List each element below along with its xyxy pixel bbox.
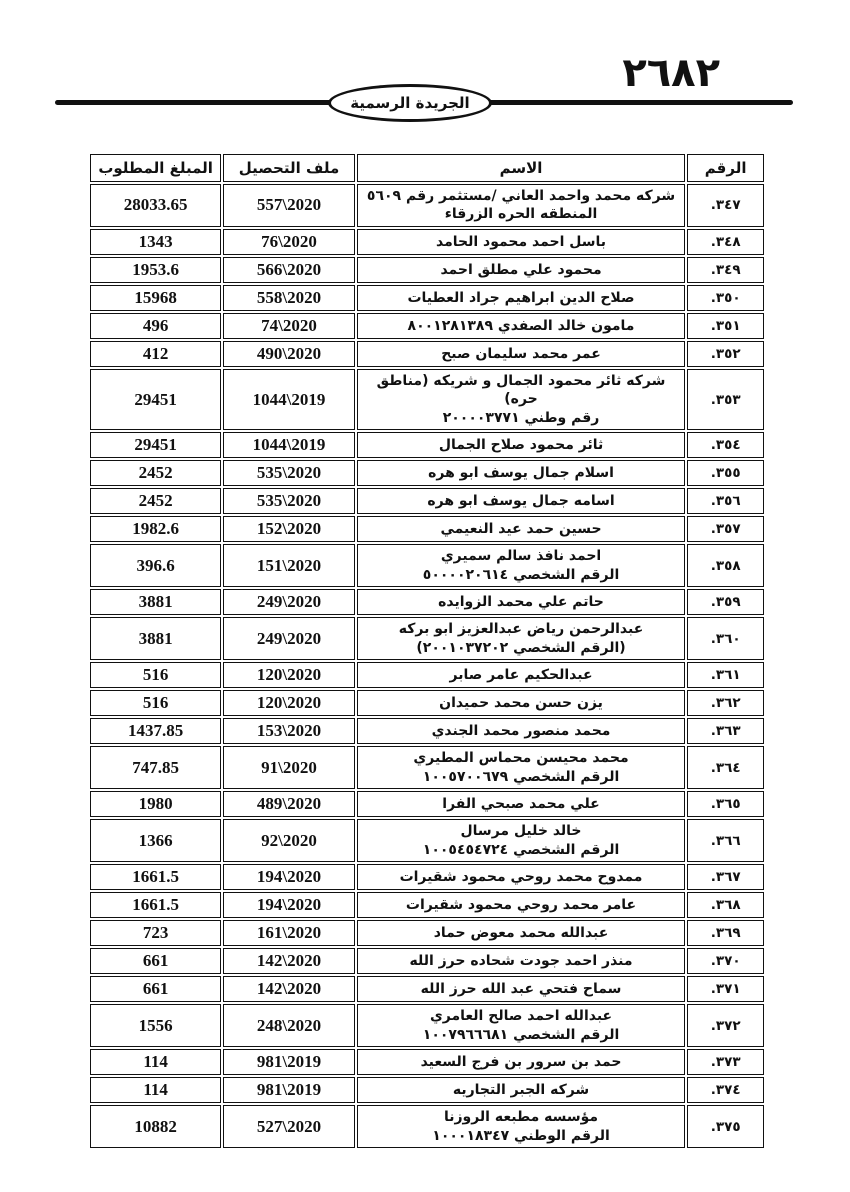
debtor-name-cell (357, 257, 686, 283)
amount-due-cell: 114 (90, 1049, 221, 1075)
collection-file-cell: 248\2020 (223, 1004, 355, 1047)
amount-due-cell: 28033.65 (90, 184, 221, 227)
row-number-cell: ٣٥٢. (687, 341, 764, 367)
amount-due-cell: 1343 (90, 229, 221, 255)
row-number-cell: ٣٦٧. (687, 864, 764, 890)
collection-file-cell: 489\2020 (223, 791, 355, 817)
collection-file-cell: 566\2020 (223, 257, 355, 283)
row-number-cell: ٣٧٢. (687, 1004, 764, 1047)
row-number-cell: ٣٦٩. (687, 920, 764, 946)
debtor-name-cell (357, 690, 686, 716)
collection-file-cell: 194\2020 (223, 892, 355, 918)
table-row (90, 617, 764, 660)
col-header-amount-due: المبلغ المطلوب (90, 154, 221, 182)
row-number-cell: ٣٥٦. (687, 488, 764, 514)
table-row (90, 589, 764, 615)
debtor-name-cell (357, 1105, 686, 1148)
row-number-cell: ٣٤٧. (687, 184, 764, 227)
row-number-cell: ٣٧١. (687, 976, 764, 1002)
row-number-cell: ٣٦٣. (687, 718, 764, 744)
collection-file-cell: 76\2020 (223, 229, 355, 255)
amount-due-cell: 2452 (90, 488, 221, 514)
debtor-name: باسل احمد محمود الحامد (436, 233, 607, 250)
table-row (90, 488, 764, 514)
debtor-id-number: رقم وطني ٢٠٠٠٠٣٧٧١ (442, 409, 600, 426)
debtor-name: عامر محمد روحي محمود شقيرات (405, 896, 637, 913)
collection-file-cell: 535\2020 (223, 488, 355, 514)
debtor-name: علي محمد صبحي الفرا (442, 795, 600, 812)
amount-due-cell: 10882 (90, 1105, 221, 1148)
table-row (90, 516, 764, 542)
table-row (90, 313, 764, 339)
row-number-cell: ٣٤٩. (687, 257, 764, 283)
collection-file-cell: 142\2020 (223, 976, 355, 1002)
debtor-id-number: الرقم الشخصي ١٠٠٥٤٥٤٧٢٤ (422, 841, 620, 858)
collection-file-cell: 91\2020 (223, 746, 355, 789)
table-row (90, 460, 764, 486)
collection-file-cell: 152\2020 (223, 516, 355, 542)
debtor-name-cell (357, 920, 686, 946)
debtor-name-cell (357, 1049, 686, 1075)
row-number-cell: ٣٧٤. (687, 1077, 764, 1103)
debtor-name-cell (357, 516, 686, 542)
debtor-name-cell (357, 948, 686, 974)
row-number-cell: ٣٦٢. (687, 690, 764, 716)
debtor-name: شركه ثائر محمود الجمال و شريكه (مناطق حره) (376, 372, 666, 408)
debtor-name-cell (357, 1004, 686, 1047)
debtor-name: عمر محمد سليمان صبح (441, 345, 601, 362)
debtor-name-cell (357, 617, 686, 660)
debtor-id-number: الرقم الشخصي ١٠٠٥٧٠٠٦٧٩ (422, 768, 620, 785)
table-row (90, 432, 764, 458)
debtor-name: محمد منصور محمد الجندي (431, 722, 611, 739)
table-row (90, 690, 764, 716)
col-header-collection-file: ملف التحصيل (223, 154, 355, 182)
debtor-name-cell (357, 229, 686, 255)
amount-due-cell: 29451 (90, 369, 221, 430)
debtor-name-cell (357, 589, 686, 615)
collection-file-cell: 120\2020 (223, 690, 355, 716)
debtor-name: عبدالله احمد صالح العامري (429, 1008, 613, 1025)
collection-file-cell: 194\2020 (223, 864, 355, 890)
debtor-name-cell (357, 746, 686, 789)
table-row (90, 1077, 764, 1103)
gazette-name: الجريدة الرسمية (350, 94, 470, 112)
collection-file-cell: 1044\2019 (223, 432, 355, 458)
amount-due-cell: 396.6 (90, 544, 221, 587)
debtor-name-cell (357, 432, 686, 458)
debtor-name: محمود علي مطلق احمد (440, 261, 602, 278)
amount-due-cell: 1980 (90, 791, 221, 817)
debtor-name-cell (357, 341, 686, 367)
row-number-cell: ٣٥٨. (687, 544, 764, 587)
amount-due-cell: 1366 (90, 819, 221, 862)
amount-due-cell: 747.85 (90, 746, 221, 789)
table-row (90, 662, 764, 688)
table-row (90, 257, 764, 283)
table-row (90, 1004, 764, 1047)
page-number: ٢٦٨٢ (622, 50, 720, 96)
collection-file-cell: 249\2020 (223, 589, 355, 615)
amount-due-cell: 1982.6 (90, 516, 221, 542)
table-row (90, 341, 764, 367)
amount-due-cell: 1437.85 (90, 718, 221, 744)
collection-file-cell: 557\2020 (223, 184, 355, 227)
debtor-name: حسين حمد عيد النعيمي (440, 521, 602, 538)
debtor-name: شركه الجبر التجاريه (452, 1081, 590, 1098)
debtor-name-cell (357, 662, 686, 688)
row-number-cell: ٣٥٧. (687, 516, 764, 542)
collection-file-cell: 74\2020 (223, 313, 355, 339)
table-row (90, 184, 764, 227)
row-number-cell: ٣٥٠. (687, 285, 764, 311)
col-header-name: الاسم (357, 154, 686, 182)
collection-file-cell: 490\2020 (223, 341, 355, 367)
debtor-name: شركه محمد واحمد العاني /مستثمر رقم ٥٦٠٩ المنطقه الحره الزرقاء (366, 188, 676, 223)
debtor-name-cell (357, 1077, 686, 1103)
collection-file-cell: 92\2020 (223, 819, 355, 862)
debtor-name: مامون خالد الصفدي ٨٠٠١٢٨١٣٨٩ (407, 317, 635, 334)
amount-due-cell: 3881 (90, 617, 221, 660)
amount-due-cell: 2452 (90, 460, 221, 486)
amount-due-cell: 412 (90, 341, 221, 367)
amount-due-cell: 723 (90, 920, 221, 946)
collection-file-cell: 981\2019 (223, 1049, 355, 1075)
debtor-name: يزن حسن محمد حميدان (439, 694, 603, 711)
collections-table-container (88, 152, 766, 1150)
debtor-id-number: الرقم الشخصي ١٠٠٧٩٦٦٦٨١ (422, 1026, 620, 1043)
debtor-name: عبدالرحمن رياض عبدالعزيز ابو بركه (398, 621, 644, 638)
debtor-id-number: الرقم الشخصي ٥٠٠٠٠٢٠٦١٤ (422, 566, 620, 583)
debtor-id-number: الرقم الوطني ١٠٠٠١٨٣٤٧ (432, 1127, 610, 1144)
table-row (90, 892, 764, 918)
row-number-cell: ٣٥٩. (687, 589, 764, 615)
debtor-name: اسلام جمال يوسف ابو هره (428, 465, 614, 482)
table-row (90, 1105, 764, 1148)
table-row (90, 285, 764, 311)
table-row (90, 718, 764, 744)
row-number-cell: ٣٦٨. (687, 892, 764, 918)
table-row (90, 229, 764, 255)
debtor-name: محمد محيسن محماس المطيري (413, 750, 629, 767)
amount-due-cell: 516 (90, 690, 221, 716)
amount-due-cell: 15968 (90, 285, 221, 311)
debtor-id-number: (الرقم الشخصي ٢٠٠١٠٣٧٢٠٢) (416, 639, 626, 656)
amount-due-cell: 516 (90, 662, 221, 688)
debtor-name-cell (357, 460, 686, 486)
debtor-name: اسامه جمال يوسف ابو هره (427, 493, 615, 510)
debtor-name-cell (357, 864, 686, 890)
table-row (90, 746, 764, 789)
amount-due-cell: 1661.5 (90, 892, 221, 918)
row-number-cell: ٣٦٦. (687, 819, 764, 862)
debtor-name: احمد نافذ سالم سميري (440, 548, 602, 565)
collection-file-cell: 558\2020 (223, 285, 355, 311)
debtor-name-cell (357, 488, 686, 514)
row-number-cell: ٣٧٥. (687, 1105, 764, 1148)
amount-due-cell: 114 (90, 1077, 221, 1103)
col-header-number: الرقم (687, 154, 764, 182)
amount-due-cell: 1556 (90, 1004, 221, 1047)
amount-due-cell: 661 (90, 948, 221, 974)
debtor-name: ثائر محمود صلاح الجمال (438, 437, 604, 454)
table-row (90, 920, 764, 946)
table-row (90, 1049, 764, 1075)
debtor-name-cell (357, 184, 686, 227)
debtor-name-cell (357, 892, 686, 918)
row-number-cell: ٣٦١. (687, 662, 764, 688)
row-number-cell: ٣٥٥. (687, 460, 764, 486)
amount-due-cell: 1661.5 (90, 864, 221, 890)
amount-due-cell: 3881 (90, 589, 221, 615)
table-header-row (90, 154, 764, 182)
row-number-cell: ٣٦٠. (687, 617, 764, 660)
debtor-name-cell (357, 369, 686, 430)
debtor-name-cell (357, 819, 686, 862)
debtor-name: سماح فتحي عبد الله حرز الله (420, 980, 622, 997)
debtor-name: حمد بن سرور بن فرج السعيد (420, 1053, 622, 1070)
debtor-name-cell (357, 313, 686, 339)
collection-file-cell: 120\2020 (223, 662, 355, 688)
amount-due-cell: 496 (90, 313, 221, 339)
collection-file-cell: 535\2020 (223, 460, 355, 486)
collection-file-cell: 151\2020 (223, 544, 355, 587)
collection-file-cell: 527\2020 (223, 1105, 355, 1148)
debtor-name-cell (357, 718, 686, 744)
collection-file-cell: 153\2020 (223, 718, 355, 744)
collection-file-cell: 981\2019 (223, 1077, 355, 1103)
row-number-cell: ٣٧٣. (687, 1049, 764, 1075)
row-number-cell: ٣٥٣. (687, 369, 764, 430)
collection-file-cell: 249\2020 (223, 617, 355, 660)
row-number-cell: ٣٦٤. (687, 746, 764, 789)
table-row (90, 819, 764, 862)
debtor-name-cell (357, 544, 686, 587)
debtor-name-cell (357, 791, 686, 817)
row-number-cell: ٣٥٤. (687, 432, 764, 458)
debtor-name-cell (357, 285, 686, 311)
debtor-name: ممدوح محمد روحي محمود شقيرات (399, 868, 643, 885)
table-row (90, 948, 764, 974)
debtor-name: عبدالله محمد معوض حماد (433, 924, 609, 941)
table-row (90, 864, 764, 890)
amount-due-cell: 661 (90, 976, 221, 1002)
debtor-name: صلاح الدين ابراهيم جراد العطيات (407, 289, 635, 306)
amount-due-cell: 1953.6 (90, 257, 221, 283)
row-number-cell: ٣٦٥. (687, 791, 764, 817)
table-row (90, 544, 764, 587)
debtor-name-cell (357, 976, 686, 1002)
row-number-cell: ٣٧٠. (687, 948, 764, 974)
debtor-name: مؤسسه مطبعه الروزنا (443, 1109, 599, 1126)
row-number-cell: ٣٥١. (687, 313, 764, 339)
debtor-name: منذر احمد جودت شحاده حرز الله (409, 952, 633, 969)
collection-file-cell: 161\2020 (223, 920, 355, 946)
collection-file-cell: 1044\2019 (223, 369, 355, 430)
table-row (90, 369, 764, 430)
collection-file-cell: 142\2020 (223, 948, 355, 974)
debtor-name: عبدالحكيم عامر صابر (449, 666, 593, 683)
table-row (90, 976, 764, 1002)
amount-due-cell: 29451 (90, 432, 221, 458)
collections-table (88, 152, 766, 1150)
debtor-name: خالد خليل مرسال (460, 823, 582, 840)
table-row (90, 791, 764, 817)
row-number-cell: ٣٤٨. (687, 229, 764, 255)
gazette-name-badge (328, 84, 492, 122)
debtor-name: حاتم علي محمد الزوايده (438, 594, 604, 611)
